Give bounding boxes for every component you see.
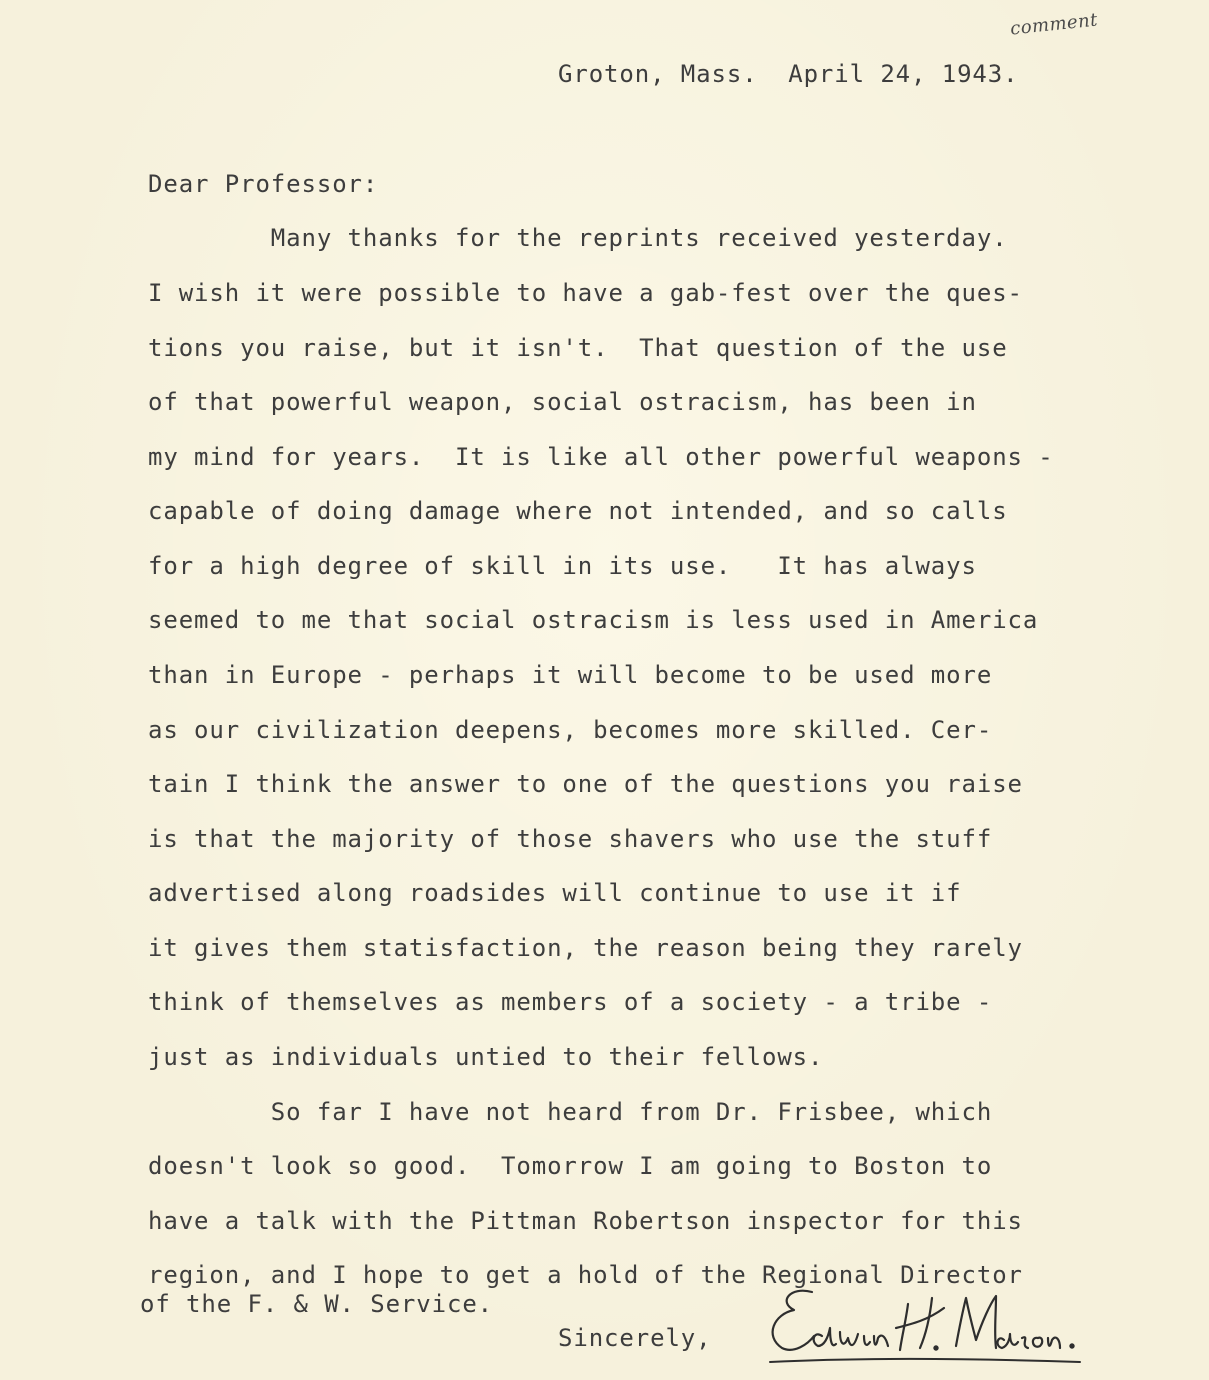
body-line: capable of doing damage where not intended, and so calls [148, 497, 1008, 525]
body-line: doesn't look so good. Tomorrow I am going to Boston to [148, 1152, 993, 1180]
handwritten-signature [760, 1284, 1090, 1374]
body-line: think of themselves as members of a society - a tribe - [148, 988, 993, 1016]
handwritten-annotation: comment [1009, 9, 1099, 40]
body-line: just as individuals untied to their fellows. [148, 1043, 824, 1071]
body-line: tions you raise, but it isn't. That question of the use [148, 334, 1008, 362]
body-line: region, and I hope to get a hold of the Regional Director [148, 1261, 1023, 1289]
dateline: Groton, Mass. April 24, 1943. [558, 60, 1019, 88]
body-line: of that powerful weapon, social ostracism, has been in [148, 388, 977, 416]
body-line: Many thanks for the reprints received yesterday. [148, 224, 1008, 252]
body-line: for a high degree of skill in its use. It has always [148, 552, 977, 580]
body-line: seemed to me that social ostracism is less used in America [148, 606, 1039, 634]
body-line: it gives them statisfaction, the reason being they rarely [148, 934, 1023, 962]
closing: Sincerely, [558, 1324, 712, 1352]
body-line: is that the majority of those shavers who use the stuff [148, 825, 993, 853]
body-line: as our civilization deepens, becomes more skilled. Cer- [148, 716, 993, 744]
body-line: of the F. & W. Service. [140, 1290, 494, 1318]
body-line: have a talk with the Pittman Robertson inspector for this [148, 1207, 1023, 1235]
body-line: my mind for years. It is like all other powerful weapons - [148, 443, 1054, 471]
body-line: I wish it were possible to have a gab-fest over the ques- [148, 279, 1023, 307]
body-line: tain I think the answer to one of the questions you raise [148, 770, 1023, 798]
body-line: So far I have not heard from Dr. Frisbee, which [148, 1098, 993, 1126]
salutation: Dear Professor: [148, 170, 379, 198]
body-line: than in Europe - perhaps it will become to be used more [148, 661, 993, 689]
body-line: advertised along roadsides will continue to use it if [148, 879, 962, 907]
